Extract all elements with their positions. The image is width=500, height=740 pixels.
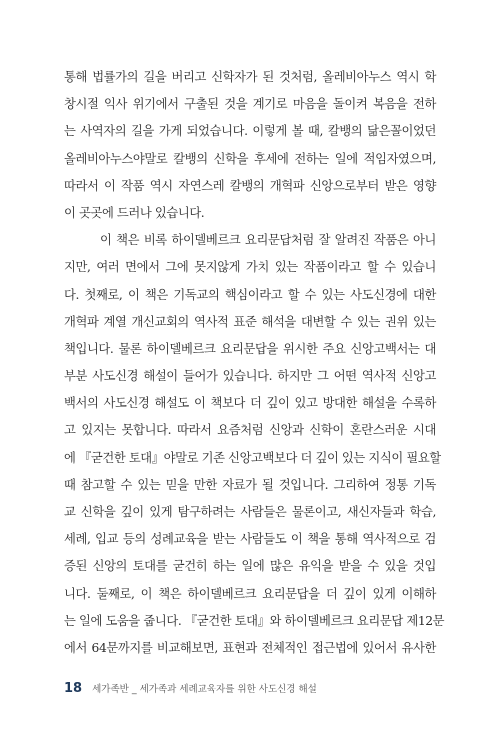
body-line: 는 사역자의 길을 가게 되었습니다. 이렇게 볼 때, 칼뱅의 닮은꼴이었던	[64, 124, 436, 139]
running-title: 세가족반 _ 세가족과 세례교육자를 위한 사도신경 해설	[92, 684, 317, 695]
page-footer	[64, 681, 317, 696]
body-line: 증된 신앙의 토대를 굳건히 하는 일에 많은 유익을 받을 수 있을 것입	[64, 559, 436, 574]
body-line: 니다. 둘째로, 이 책은 하이델베르크 요리문답을 더 깊이 있게 이해하	[64, 586, 436, 601]
body-line: 이 곳곳에 드러나 있습니다.	[64, 205, 205, 220]
body-line: 통해 법률가의 길을 버리고 신학자가 된 것처럼, 올레비아누스 역시 학	[64, 70, 436, 84]
body-line: 개혁파 계열 개신교회의 역사적 표준 해석을 대변할 수 있는 권위 있는	[64, 314, 436, 329]
body-line: 에 『굳건한 토대』야말로 기존 신앙고백보다 더 깊이 있는 지식이 필요할	[64, 450, 441, 465]
body-line: 세례, 입교 등의 성례교육을 받는 사람들도 이 책을 통해 역사적으로 검	[64, 532, 436, 547]
body-line: 올레비아누스야말로 칼뱅의 신학을 후세에 전하는 일에 적임자였으며,	[64, 151, 436, 166]
body-line: 때 참고할 수 있는 믿을 만한 자료가 될 것입니다. 그리하여 정통 기독	[64, 477, 436, 492]
body-line: 부분 사도신경 해설이 들어가 있습니다. 하지만 그 어떤 역사적 신앙고	[64, 369, 436, 384]
page-body	[64, 64, 445, 662]
body-line: 는 일에 도움을 줍니다. 『굳건한 토대』와 하이델베르크 요리문답 제12문	[64, 613, 445, 628]
body-line: 따라서 이 작품 역시 자연스레 칼뱅의 개혁파 신앙으로부터 받은 영향	[64, 178, 436, 193]
body-line: 책입니다. 물론 하이델베르크 요리문답을 위시한 주요 신앙고백서는 대	[64, 341, 436, 356]
body-line: 이 책은 비록 하이델베르크 요리문답처럼 잘 알려진 작품은 아니	[100, 233, 436, 248]
page-number: 18	[64, 681, 83, 696]
body-line: 지만, 여러 면에서 그에 못지않게 가치 있는 작품이라고 할 수 있습니	[64, 260, 436, 275]
body-line: 다. 첫째로, 이 책은 기독교의 핵심이라고 할 수 있는 사도신경에 대한	[64, 287, 436, 302]
body-line: 교 신학을 깊이 있게 탐구하려는 사람들은 물론이고, 새신자들과 학습,	[64, 505, 436, 519]
body-line: 창시절 익사 위기에서 구출된 것을 계기로 마음을 돌이켜 복음을 전하	[64, 97, 436, 112]
body-line: 고 있지는 못합니다. 따라서 요즘처럼 신앙과 신학이 혼란스러운 시대	[64, 423, 436, 438]
body-line: 에서 64문까지를 비교해보면, 표현과 전체적인 접근법에 있어서 유사한	[64, 640, 436, 655]
body-line: 백서의 사도신경 해설도 이 책보다 더 깊이 있고 방대한 해설을 수록하	[64, 396, 436, 411]
